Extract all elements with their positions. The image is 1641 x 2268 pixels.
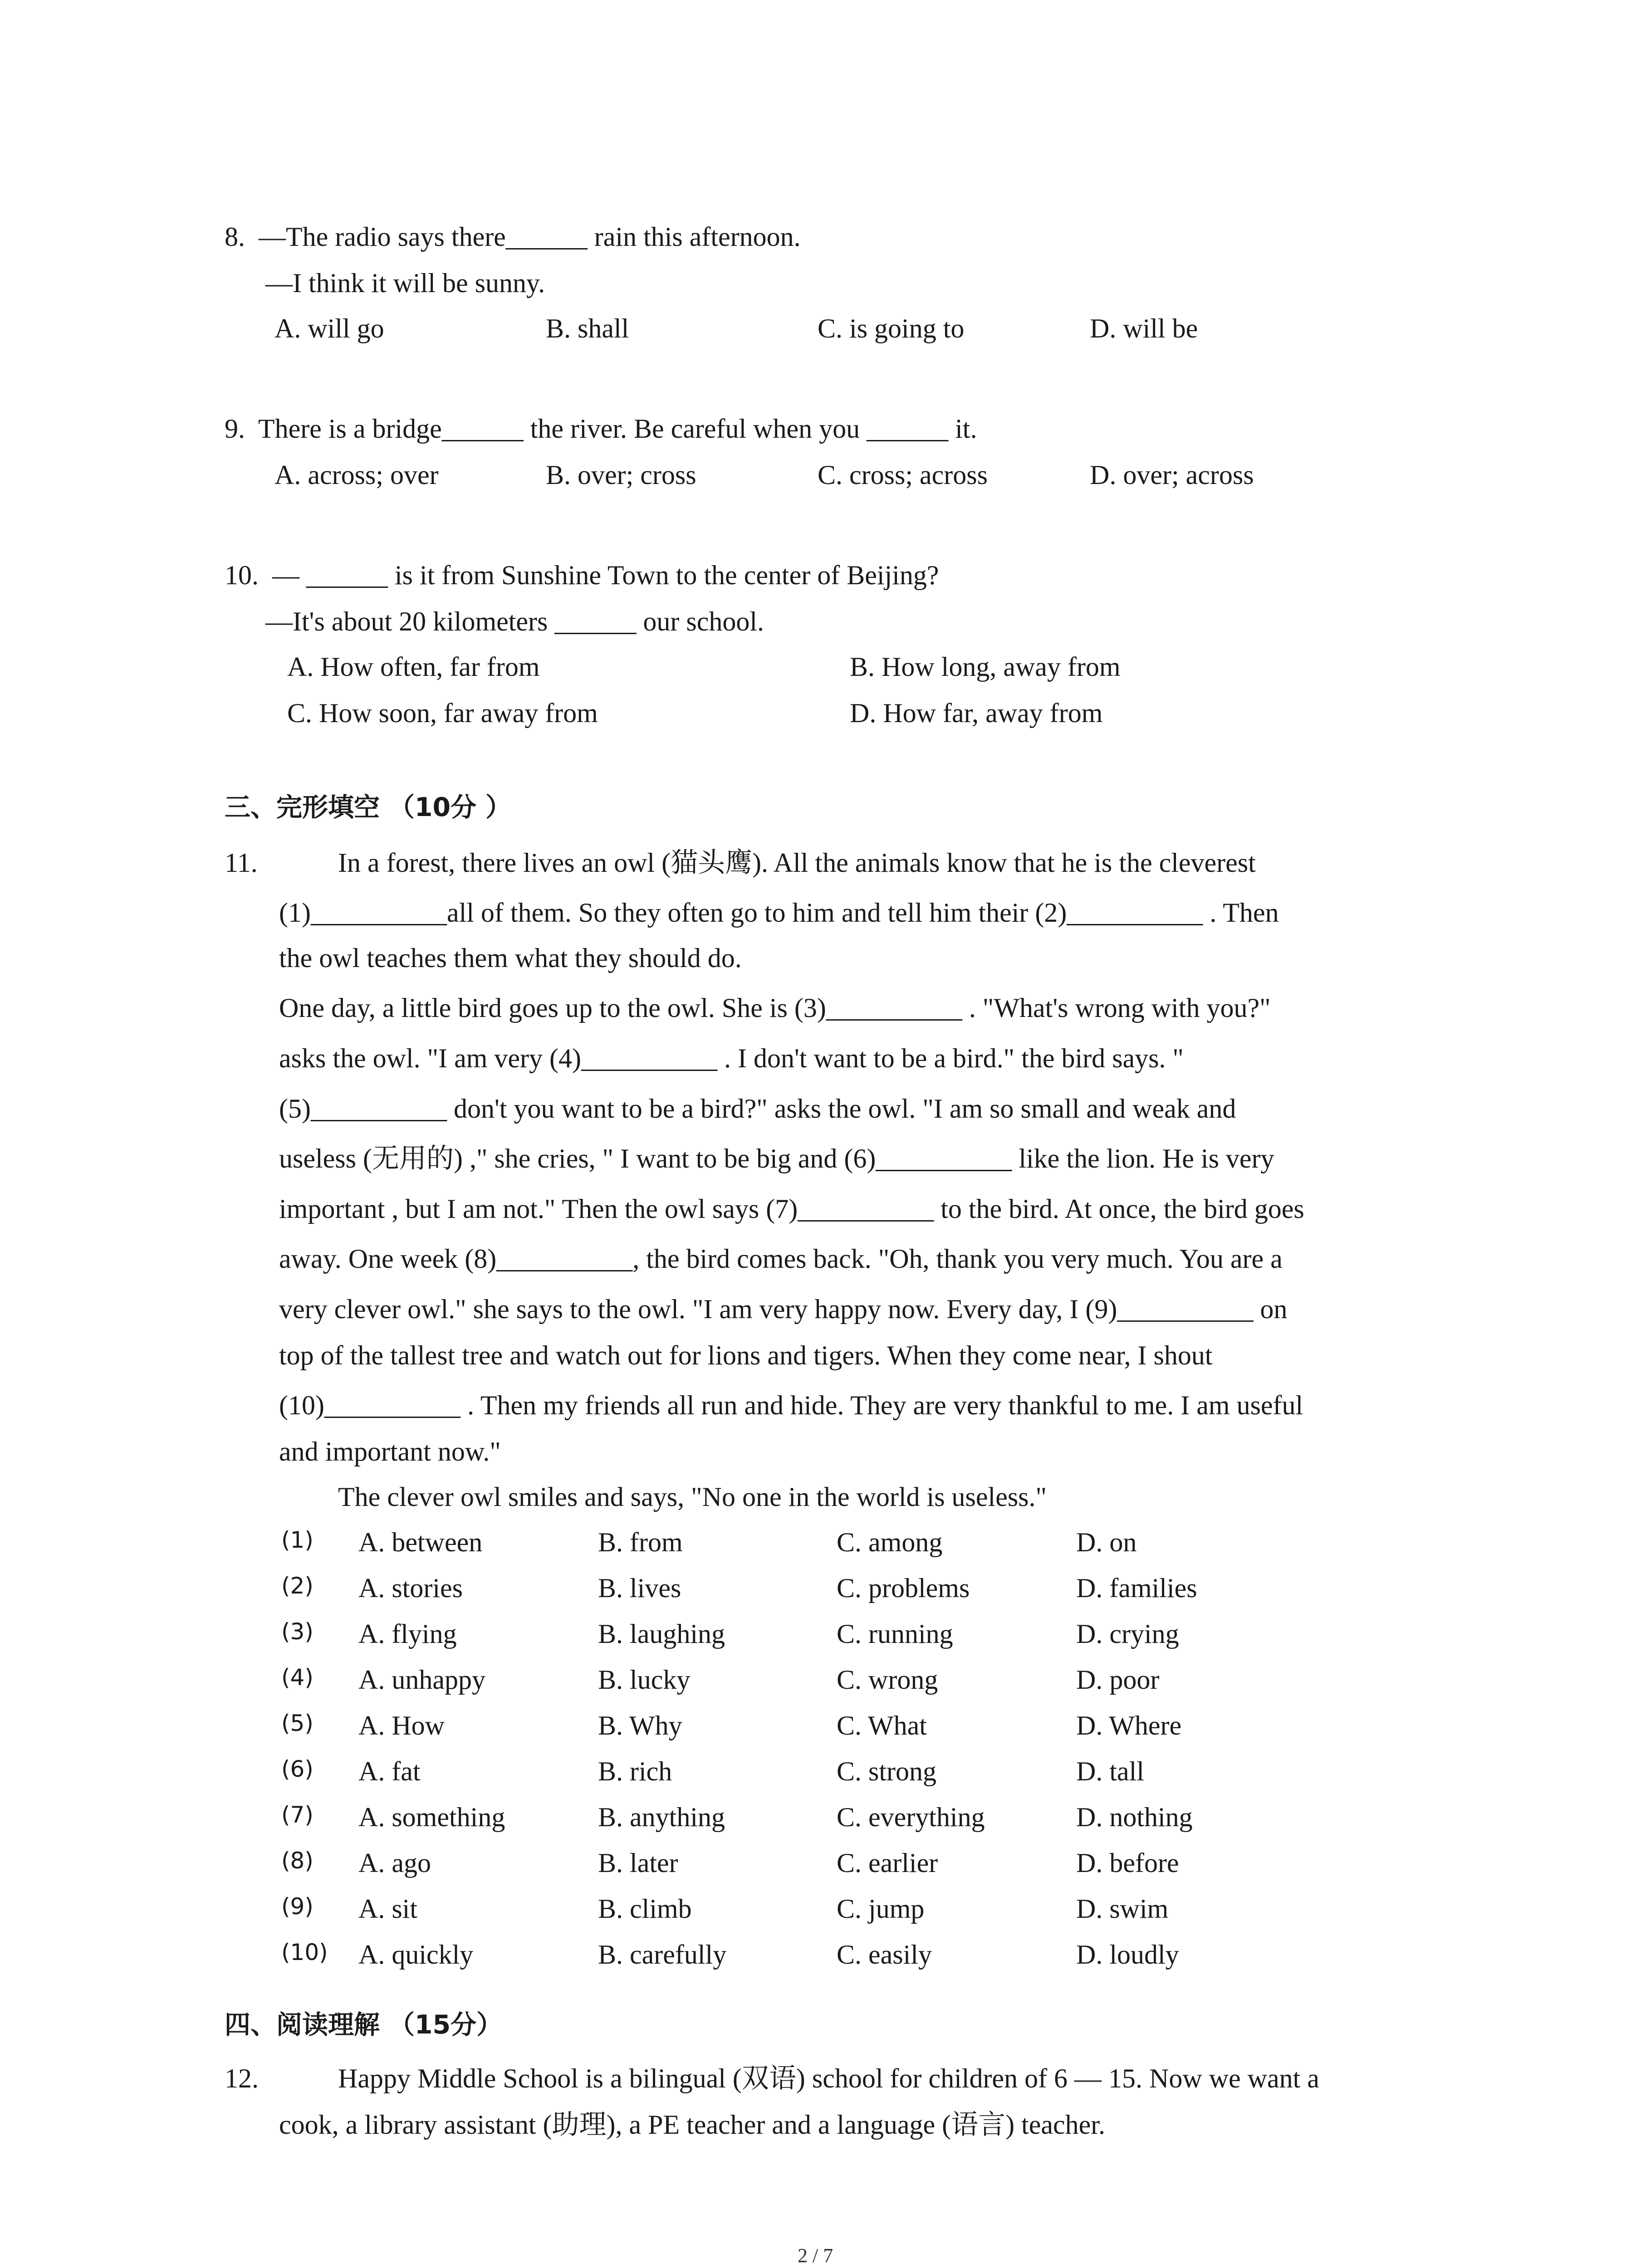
- choice-number: (4): [281, 1664, 314, 1691]
- section-3-title: 三、完形填空 （10分 ）: [225, 792, 512, 822]
- choice-option-d: D. crying: [1076, 1619, 1179, 1649]
- passage12-line: cook, a library assistant (助理), a PE teacher and a language (语言) teacher.: [279, 2110, 1105, 2140]
- choice-number: (8): [281, 1848, 314, 1874]
- passage11-line: The clever owl smiles and says, "No one in the world is useless.": [338, 1482, 1047, 1512]
- choice-option-a: A. unhappy: [358, 1665, 485, 1695]
- choice-option-b: B. from: [598, 1527, 683, 1557]
- q9-option-b: B. over; cross: [546, 460, 696, 490]
- choice-option-c: C. among: [837, 1527, 943, 1557]
- passage11-line: asks the owl. "I am very (4)__________ . I don't want to be a bird." the bird says. ": [279, 1043, 1184, 1073]
- q10-reply: —It's about 20 kilometers ______ our school.: [265, 606, 764, 636]
- q9-stem: 9. There is a bridge______ the river. Be careful when you ______ it.: [225, 414, 977, 444]
- passage11-line: top of the tallest tree and watch out for lions and tigers. When they come near, I shout: [279, 1340, 1213, 1370]
- choice-number: (1): [281, 1527, 314, 1553]
- q10-stem: 10. — ______ is it from Sunshine Town to the center of Beijing?: [225, 560, 939, 590]
- passage11-line: important , but I am not." Then the owl says (7)__________ to the bird. At once, the bird goes: [279, 1194, 1304, 1224]
- q12-number: 12.: [225, 2063, 259, 2093]
- passage11-line: (10)__________ . Then my friends all run and hide. They are very thankful to me. I am useful: [279, 1390, 1303, 1420]
- passage11-line: (1)__________all of them. So they often go to him and tell him their (2)__________ . Then: [279, 898, 1279, 928]
- choice-option-c: C. easily: [837, 1940, 932, 1970]
- choice-option-c: C. everything: [837, 1802, 985, 1832]
- choice-number: (10): [281, 1939, 328, 1965]
- passage11-line: One day, a little bird goes up to the owl. She is (3)__________ . "What's wrong with you?": [279, 993, 1271, 1023]
- choice-option-a: A. flying: [358, 1619, 457, 1649]
- choice-option-d: D. swim: [1076, 1894, 1169, 1924]
- passage11-line: away. One week (8)__________, the bird comes back. "Oh, thank you very much. You are a: [279, 1244, 1283, 1274]
- choice-option-b: B. carefully: [598, 1940, 727, 1970]
- choice-option-d: D. Where: [1076, 1711, 1182, 1740]
- choice-number: (5): [281, 1710, 314, 1736]
- choice-option-b: B. lucky: [598, 1665, 691, 1695]
- choice-option-b: B. anything: [598, 1802, 725, 1832]
- passage11-line: In a forest, there lives an owl (猫头鹰). All the animals know that he is the cleverest: [338, 848, 1256, 878]
- q10-option-b: B. How long, away from: [850, 652, 1121, 682]
- choice-option-d: D. on: [1076, 1527, 1137, 1557]
- q8-stem: 8. —The radio says there______ rain this afternoon.: [225, 222, 801, 252]
- passage11-line: useless (无用的) ," she cries, " I want to be big and (6)__________ like the lion. He is very: [279, 1144, 1274, 1173]
- choice-option-d: D. tall: [1076, 1756, 1144, 1786]
- q9-option-c: C. cross; across: [818, 460, 988, 490]
- choice-number: (3): [281, 1618, 314, 1645]
- choice-option-a: A. something: [358, 1802, 505, 1832]
- choice-option-a: A. How: [358, 1711, 445, 1740]
- passage11-line: and important now.": [279, 1437, 501, 1466]
- q9-option-d: D. over; across: [1090, 460, 1254, 490]
- q10-option-a: A. How often, far from: [287, 652, 540, 682]
- choice-option-c: C. strong: [837, 1756, 937, 1786]
- choice-option-c: C. wrong: [837, 1665, 938, 1695]
- choice-number: (2): [281, 1573, 314, 1599]
- choice-option-a: A. fat: [358, 1756, 421, 1786]
- q8-option-a: A. will go: [274, 313, 384, 343]
- choice-option-a: A. between: [358, 1527, 483, 1557]
- choice-number: (6): [281, 1756, 314, 1782]
- choice-option-a: A. stories: [358, 1573, 463, 1603]
- q8-option-d: D. will be: [1090, 313, 1198, 343]
- choice-option-a: A. sit: [358, 1894, 418, 1924]
- choice-option-a: A. ago: [358, 1848, 431, 1878]
- choice-option-b: B. rich: [598, 1756, 672, 1786]
- q9-option-a: A. across; over: [274, 460, 439, 490]
- choice-option-b: B. climb: [598, 1894, 692, 1924]
- passage11-line: the owl teaches them what they should do.: [279, 943, 742, 973]
- q10-option-d: D. How far, away from: [850, 698, 1103, 728]
- q11-number: 11.: [225, 848, 258, 878]
- choice-option-d: D. poor: [1076, 1665, 1160, 1695]
- choice-option-b: B. later: [598, 1848, 678, 1878]
- q10-option-c: C. How soon, far away from: [287, 698, 598, 728]
- q8-reply: —I think it will be sunny.: [265, 268, 545, 298]
- choice-option-a: A. quickly: [358, 1940, 474, 1970]
- q8-option-b: B. shall: [546, 313, 629, 343]
- choice-number: (7): [281, 1802, 314, 1828]
- passage11-line: very clever owl." she says to the owl. "I am very happy now. Every day, I (9)__________ on: [279, 1294, 1288, 1324]
- passage12-line: Happy Middle School is a bilingual (双语) school for children of 6 — 15. Now we want a: [338, 2063, 1319, 2093]
- choice-option-d: D. before: [1076, 1848, 1179, 1878]
- choice-option-c: C. running: [837, 1619, 953, 1649]
- choice-option-b: B. Why: [598, 1711, 682, 1740]
- choice-option-d: D. families: [1076, 1573, 1197, 1603]
- section-4-title: 四、阅读理解 （15分）: [225, 2010, 503, 2040]
- passage11-line: (5)__________ don't you want to be a bird?" asks the owl. "I am so small and weak and: [279, 1094, 1236, 1124]
- choice-option-b: B. laughing: [598, 1619, 725, 1649]
- choice-option-c: C. problems: [837, 1573, 970, 1603]
- page-number: 2 / 7: [798, 2244, 833, 2267]
- choice-option-b: B. lives: [598, 1573, 681, 1603]
- choice-option-c: C. What: [837, 1711, 927, 1740]
- choice-option-d: D. nothing: [1076, 1802, 1193, 1832]
- choice-number: (9): [281, 1893, 314, 1920]
- q8-option-c: C. is going to: [818, 313, 965, 343]
- choice-option-d: D. loudly: [1076, 1940, 1179, 1970]
- choice-option-c: C. earlier: [837, 1848, 938, 1878]
- choice-option-c: C. jump: [837, 1894, 925, 1924]
